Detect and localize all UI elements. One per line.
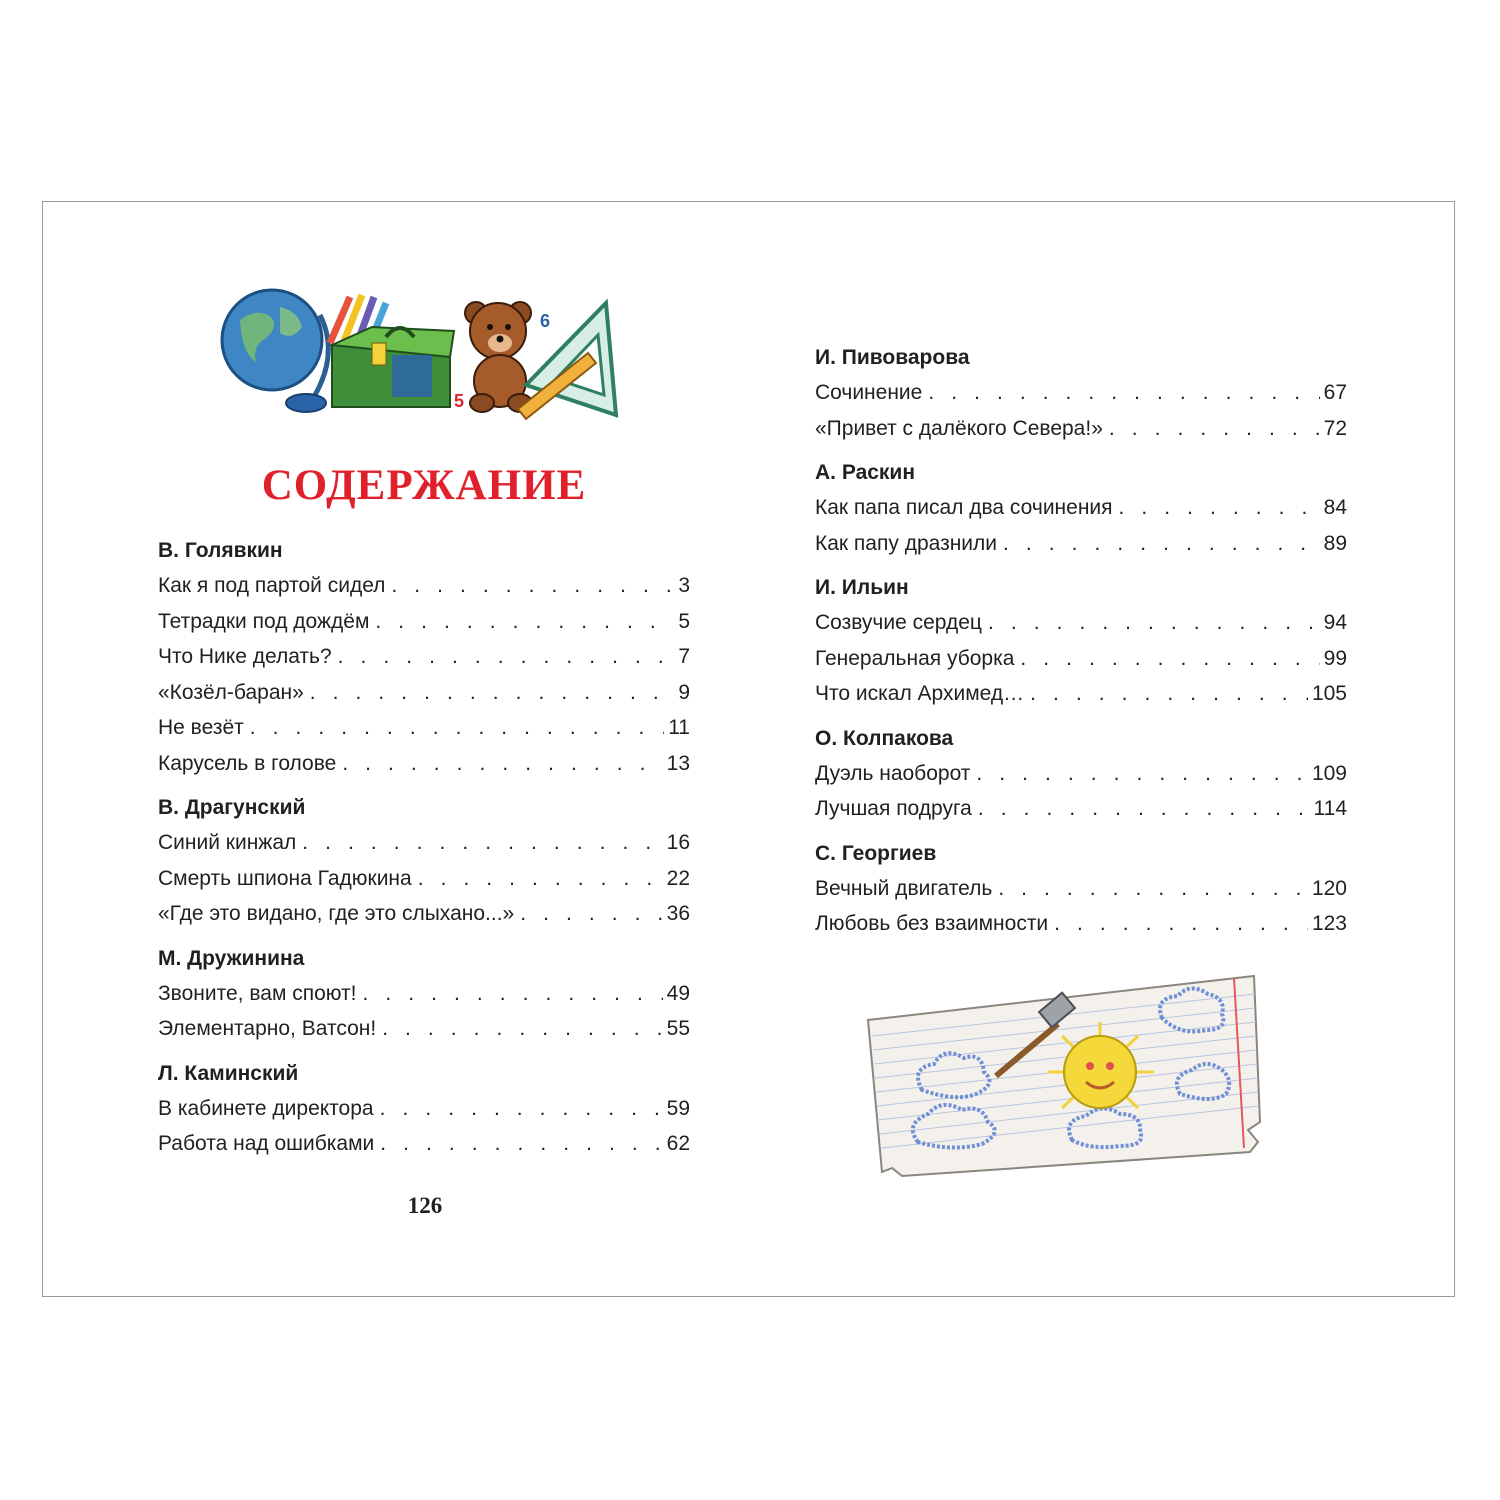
digit-five: 5 <box>454 391 465 411</box>
globe-icon <box>222 290 328 412</box>
toc-leader-dots <box>978 791 1310 827</box>
digit-six: 6 <box>540 311 551 331</box>
toc-entry-page: 16 <box>666 831 690 854</box>
toc-entry <box>815 756 1347 792</box>
toc-leader-dots <box>1109 411 1320 447</box>
teddy-bear-icon <box>465 302 532 412</box>
toc-entry-page: 62 <box>666 1132 690 1155</box>
school-supplies-illustration <box>210 285 620 420</box>
toc-entry-page: 3 <box>678 574 690 597</box>
satchel-icon <box>332 327 454 407</box>
toc-leader-dots <box>310 675 675 711</box>
toc-leader-dots <box>988 605 1320 641</box>
toc-entry-page: 36 <box>666 902 690 925</box>
toc-entry <box>158 861 690 897</box>
toc-entry-page: 7 <box>678 645 690 668</box>
toc-entry-page: 123 <box>1311 912 1347 935</box>
toc-entry-title: Элементарно, Ватсон! <box>158 1017 377 1040</box>
toc-entry-page: 72 <box>1323 416 1347 440</box>
toc-entry-title: Любовь без взаимности <box>815 912 1049 935</box>
toc-entry <box>158 1126 690 1162</box>
toc-author-group <box>158 942 690 1047</box>
toc-entry-title: Что Нике делать? <box>158 645 332 668</box>
toc-leader-dots <box>342 746 662 782</box>
toc-entry-page: 99 <box>1323 646 1347 670</box>
toc-entry-title: «Где это видано, где это слыхано...» <box>158 902 515 925</box>
toc-author-group <box>158 791 690 932</box>
toc-entry-title: «Привет с далёкого Севера!» <box>815 416 1103 440</box>
toc-leader-dots <box>375 604 674 640</box>
toc-leader-dots <box>976 756 1308 792</box>
toc-leader-dots <box>363 976 663 1012</box>
toc-author: Л. Каминский <box>158 1061 299 1085</box>
toc-entry <box>158 1091 690 1127</box>
page-title: СОДЕРЖАНИЕ <box>261 462 587 509</box>
toc-entry <box>158 710 690 746</box>
toc-entry <box>158 825 690 861</box>
toc-entry-page: 11 <box>668 716 690 739</box>
toc-leader-dots <box>338 639 675 675</box>
toc-entry-page: 49 <box>666 981 690 1005</box>
toc-entry-title: Сочинение <box>815 381 923 404</box>
toc-entry-title: Лучшая подруга <box>815 797 972 820</box>
toc-leader-dots <box>1030 676 1308 712</box>
toc-author: В. Голявкин <box>158 539 283 562</box>
toc-entry-page: 9 <box>678 680 690 704</box>
toc-entry <box>815 641 1347 677</box>
toc-author: М. Дружинина <box>158 946 305 970</box>
toc-entry-title: Как папа писал два сочинения <box>815 496 1113 519</box>
toc-entry-title: «Козёл-баран» <box>158 680 304 704</box>
toc-entry <box>158 1011 690 1047</box>
toc-entry <box>158 896 690 932</box>
toc-author-group <box>815 571 1347 712</box>
toc-entry-page: 22 <box>666 866 690 890</box>
toc-entry-page: 84 <box>1323 496 1347 519</box>
toc-entry-page: 59 <box>666 1096 690 1120</box>
toc-entry-title: В кабинете директора <box>158 1096 374 1120</box>
toc-entry-title: Карусель в голове <box>158 751 337 775</box>
toc-entry <box>815 375 1347 411</box>
toc-entry-page: 13 <box>666 751 690 775</box>
toc-author: И. Пивоварова <box>815 346 970 369</box>
toc-entry-title: Синий кинжал <box>158 831 297 854</box>
toc-author-group <box>815 722 1347 827</box>
toc-leader-dots <box>380 1126 662 1162</box>
toc-entry <box>815 676 1347 712</box>
toc-author-group <box>815 341 1347 446</box>
toc-entry-page: 114 <box>1313 797 1347 820</box>
toc-author-group <box>158 1057 690 1162</box>
toc-author-group <box>815 837 1347 942</box>
toc-entry <box>158 675 690 711</box>
toc-entry <box>815 490 1347 526</box>
toc-entry-page: 5 <box>678 609 690 633</box>
toc-entry <box>158 639 690 675</box>
toc-entry <box>815 906 1347 942</box>
toc-leader-dots <box>1119 490 1320 526</box>
toc-leader-dots <box>380 1091 663 1127</box>
toc-entry-title: Вечный двигатель <box>815 876 993 900</box>
toc-author: А. Раскин <box>815 461 916 484</box>
toc-entry-title: Не везёт <box>158 716 244 739</box>
toc-leader-dots <box>302 825 662 861</box>
toc-entry <box>815 411 1347 447</box>
toc-entry <box>815 791 1347 827</box>
toc-entry-title: Как я под партой сидел <box>158 574 386 597</box>
toc-entry-title: Звоните, вам споют! <box>158 981 357 1005</box>
toc-entry-page: 105 <box>1311 682 1347 705</box>
toc-leader-dots <box>928 375 1319 411</box>
toc-author: В. Драгунский <box>158 796 306 819</box>
toc-author: О. Колпакова <box>815 726 954 750</box>
toc-author-group <box>815 456 1347 561</box>
toc-entry-title: Смерть шпиона Гадюкина <box>158 866 412 890</box>
toc-author-group <box>158 534 690 781</box>
toc-entry-page: 120 <box>1311 876 1347 900</box>
toc-entry <box>815 526 1347 562</box>
toc-author: И. Ильин <box>815 576 909 599</box>
page-number: 126 <box>407 1193 443 1218</box>
toc-entry-page: 109 <box>1311 761 1347 785</box>
toc-entry <box>158 604 690 640</box>
toc-entry-page: 55 <box>666 1017 690 1040</box>
toc-leader-dots <box>382 1011 662 1047</box>
toc-leader-dots <box>1020 641 1319 677</box>
toc-entry-page: 94 <box>1323 611 1347 634</box>
toc-entry-title: Генеральная уборка <box>815 646 1015 670</box>
toc-entry-page: 67 <box>1323 381 1347 404</box>
toc-entry <box>815 605 1347 641</box>
toc-entry-title: Созвучие сердец <box>815 611 982 634</box>
notebook-sun-illustration <box>862 972 1264 1180</box>
toc-entry <box>158 976 690 1012</box>
toc-leader-dots <box>418 861 663 897</box>
toc-entry-title: Что искал Архимед… <box>815 682 1025 705</box>
toc-author: С. Георгиев <box>815 841 937 865</box>
toc-leader-dots <box>391 568 674 604</box>
toc-entry-title: Дуэль наоборот <box>815 761 971 785</box>
toc-entry <box>158 568 690 604</box>
toc-entry-title: Тетрадки под дождём <box>158 609 370 633</box>
toc-right-column <box>815 341 1347 952</box>
toc-leader-dots <box>1003 526 1320 562</box>
toc-entry <box>158 746 690 782</box>
toc-leader-dots <box>250 710 664 746</box>
toc-leader-dots <box>998 871 1308 907</box>
toc-entry-title: Как папу дразнили <box>815 531 998 555</box>
toc-left-column <box>158 534 690 1172</box>
toc-leader-dots <box>1054 906 1308 942</box>
toc-entry-page: 89 <box>1323 531 1347 555</box>
toc-entry <box>815 871 1347 907</box>
toc-entry-title: Работа над ошибками <box>158 1132 375 1155</box>
toc-leader-dots <box>520 896 662 932</box>
